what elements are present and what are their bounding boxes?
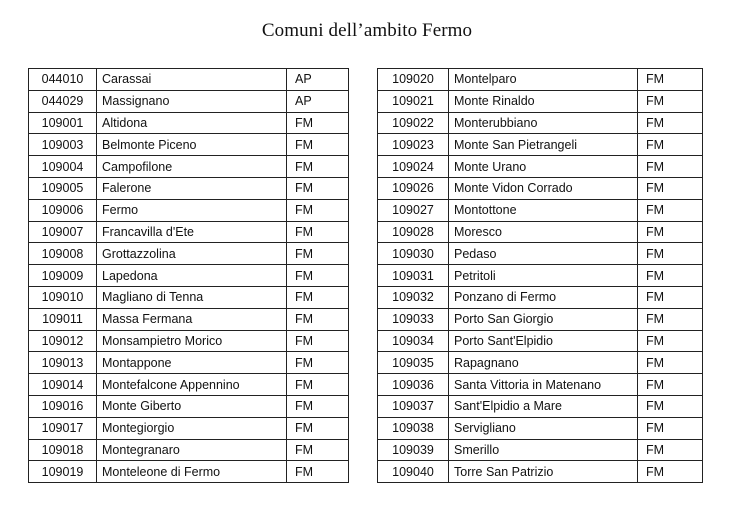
table-row: [29, 156, 349, 178]
table-row: [29, 417, 349, 439]
province-cell: FM: [287, 417, 349, 439]
comune-name-cell: Francavilla d'Ete: [97, 221, 287, 243]
table-row: [29, 199, 349, 221]
province-cell: FM: [638, 439, 703, 461]
province-cell: FM: [287, 134, 349, 156]
table-row: [378, 221, 703, 243]
table-row: [378, 90, 703, 112]
comune-name-cell: Monterubbiano: [449, 112, 638, 134]
table-row: [378, 112, 703, 134]
comune-code-cell: 109014: [29, 374, 97, 396]
comune-code-cell: 044010: [29, 69, 97, 91]
province-cell: FM: [287, 395, 349, 417]
comune-code-cell: 109003: [29, 134, 97, 156]
table-row: [378, 156, 703, 178]
comune-code-cell: 109012: [29, 330, 97, 352]
table-row: [29, 374, 349, 396]
comune-code-cell: 109033: [378, 308, 449, 330]
province-cell: FM: [638, 243, 703, 265]
province-cell: AP: [287, 90, 349, 112]
province-cell: FM: [287, 286, 349, 308]
comune-name-cell: Lapedona: [97, 265, 287, 287]
comune-code-cell: 109037: [378, 395, 449, 417]
province-cell: FM: [287, 330, 349, 352]
comune-code-cell: 109016: [29, 395, 97, 417]
comune-name-cell: Monsampietro Morico: [97, 330, 287, 352]
province-cell: FM: [638, 374, 703, 396]
province-cell: FM: [287, 112, 349, 134]
comune-code-cell: 109038: [378, 417, 449, 439]
table-row: [29, 461, 349, 483]
comune-name-cell: Massa Fermana: [97, 308, 287, 330]
comune-name-cell: Magliano di Tenna: [97, 286, 287, 308]
comune-name-cell: Moresco: [449, 221, 638, 243]
table-row: [29, 286, 349, 308]
province-cell: FM: [287, 439, 349, 461]
comune-name-cell: Montottone: [449, 199, 638, 221]
table-row: [29, 395, 349, 417]
table-row: [378, 134, 703, 156]
table-row: [29, 308, 349, 330]
province-cell: FM: [638, 69, 703, 91]
comune-name-cell: Porto San Giorgio: [449, 308, 638, 330]
table-row: [29, 90, 349, 112]
comune-name-cell: Rapagnano: [449, 352, 638, 374]
province-cell: FM: [638, 265, 703, 287]
comune-code-cell: 109039: [378, 439, 449, 461]
table-row: [29, 265, 349, 287]
comune-code-cell: 109019: [29, 461, 97, 483]
table-row: [29, 352, 349, 374]
page-title: Comuni dell’ambito Fermo: [261, 20, 473, 41]
comune-code-cell: 109022: [378, 112, 449, 134]
comune-code-cell: 109009: [29, 265, 97, 287]
province-cell: FM: [638, 286, 703, 308]
comune-code-cell: 109027: [378, 199, 449, 221]
province-cell: FM: [287, 265, 349, 287]
province-cell: FM: [638, 461, 703, 483]
comune-name-cell: Servigliano: [449, 417, 638, 439]
province-cell: FM: [287, 374, 349, 396]
comune-name-cell: Monte San Pietrangeli: [449, 134, 638, 156]
comune-code-cell: 109034: [378, 330, 449, 352]
comune-name-cell: Belmonte Piceno: [97, 134, 287, 156]
table-row: [378, 243, 703, 265]
comune-name-cell: Massignano: [97, 90, 287, 112]
comune-name-cell: Smerillo: [449, 439, 638, 461]
table-row: [29, 243, 349, 265]
table-row: [378, 177, 703, 199]
table-row: [378, 265, 703, 287]
province-cell: FM: [638, 308, 703, 330]
province-cell: AP: [287, 69, 349, 91]
comune-name-cell: Ponzano di Fermo: [449, 286, 638, 308]
comune-name-cell: Monteleone di Fermo: [97, 461, 287, 483]
comune-code-cell: 109001: [29, 112, 97, 134]
table-row: [29, 439, 349, 461]
table-row: [378, 395, 703, 417]
comune-code-cell: 044029: [29, 90, 97, 112]
province-cell: FM: [287, 221, 349, 243]
province-cell: FM: [638, 134, 703, 156]
comune-name-cell: Santa Vittoria in Matenano: [449, 374, 638, 396]
province-cell: FM: [638, 352, 703, 374]
province-cell: FM: [638, 90, 703, 112]
comune-name-cell: Petritoli: [449, 265, 638, 287]
province-cell: FM: [638, 199, 703, 221]
comune-code-cell: 109007: [29, 221, 97, 243]
comune-code-cell: 109018: [29, 439, 97, 461]
table-row: [29, 112, 349, 134]
province-cell: FM: [638, 112, 703, 134]
comune-name-cell: Porto Sant'Elpidio: [449, 330, 638, 352]
comune-code-cell: 109011: [29, 308, 97, 330]
comune-name-cell: Montegiorgio: [97, 417, 287, 439]
comune-name-cell: Monte Vidon Corrado: [449, 177, 638, 199]
comune-code-cell: 109020: [378, 69, 449, 91]
comune-code-cell: 109004: [29, 156, 97, 178]
province-cell: FM: [638, 177, 703, 199]
comune-code-cell: 109035: [378, 352, 449, 374]
province-cell: FM: [287, 308, 349, 330]
table-row: [378, 69, 703, 91]
comune-name-cell: Monte Rinaldo: [449, 90, 638, 112]
table-row: [378, 330, 703, 352]
province-cell: FM: [638, 395, 703, 417]
table-row: [29, 221, 349, 243]
province-cell: FM: [287, 352, 349, 374]
table-row: [378, 461, 703, 483]
comune-code-cell: 109013: [29, 352, 97, 374]
comune-code-cell: 109006: [29, 199, 97, 221]
table-row: [378, 308, 703, 330]
table-row: [378, 352, 703, 374]
comune-code-cell: 109008: [29, 243, 97, 265]
province-cell: FM: [638, 156, 703, 178]
province-cell: FM: [638, 221, 703, 243]
comune-code-cell: 109010: [29, 286, 97, 308]
comune-code-cell: 109017: [29, 417, 97, 439]
table-row: [29, 330, 349, 352]
comune-code-cell: 109036: [378, 374, 449, 396]
province-cell: FM: [287, 177, 349, 199]
comune-name-cell: Altidona: [97, 112, 287, 134]
comune-name-cell: Torre San Patrizio: [449, 461, 638, 483]
comune-code-cell: 109023: [378, 134, 449, 156]
province-cell: FM: [287, 461, 349, 483]
comune-name-cell: Grottazzolina: [97, 243, 287, 265]
table-row: [378, 199, 703, 221]
province-cell: FM: [287, 199, 349, 221]
comune-name-cell: Monte Urano: [449, 156, 638, 178]
comune-name-cell: Pedaso: [449, 243, 638, 265]
comune-name-cell: Sant'Elpidio a Mare: [449, 395, 638, 417]
table-row: [29, 69, 349, 91]
table-row: [29, 134, 349, 156]
table-row: [378, 286, 703, 308]
comune-name-cell: Montegranaro: [97, 439, 287, 461]
comune-code-cell: 109028: [378, 221, 449, 243]
comune-code-cell: 109031: [378, 265, 449, 287]
comune-name-cell: Falerone: [97, 177, 287, 199]
comune-name-cell: Montefalcone Appennino: [97, 374, 287, 396]
comune-name-cell: Montappone: [97, 352, 287, 374]
province-cell: FM: [638, 417, 703, 439]
comune-code-cell: 109032: [378, 286, 449, 308]
comune-code-cell: 109005: [29, 177, 97, 199]
comune-code-cell: 109040: [378, 461, 449, 483]
comune-name-cell: Montelparo: [449, 69, 638, 91]
comune-code-cell: 109024: [378, 156, 449, 178]
table-row: [29, 177, 349, 199]
comune-name-cell: Carassai: [97, 69, 287, 91]
comune-code-cell: 109026: [378, 177, 449, 199]
comune-code-cell: 109021: [378, 90, 449, 112]
table-row: [378, 374, 703, 396]
table-row: [378, 417, 703, 439]
comuni-table-right: [377, 68, 703, 483]
province-cell: FM: [287, 156, 349, 178]
comune-name-cell: Monte Giberto: [97, 395, 287, 417]
comune-name-cell: Campofilone: [97, 156, 287, 178]
comuni-table-left: [28, 68, 349, 483]
comune-name-cell: Fermo: [97, 199, 287, 221]
province-cell: FM: [287, 243, 349, 265]
comune-code-cell: 109030: [378, 243, 449, 265]
province-cell: FM: [638, 330, 703, 352]
table-row: [378, 439, 703, 461]
